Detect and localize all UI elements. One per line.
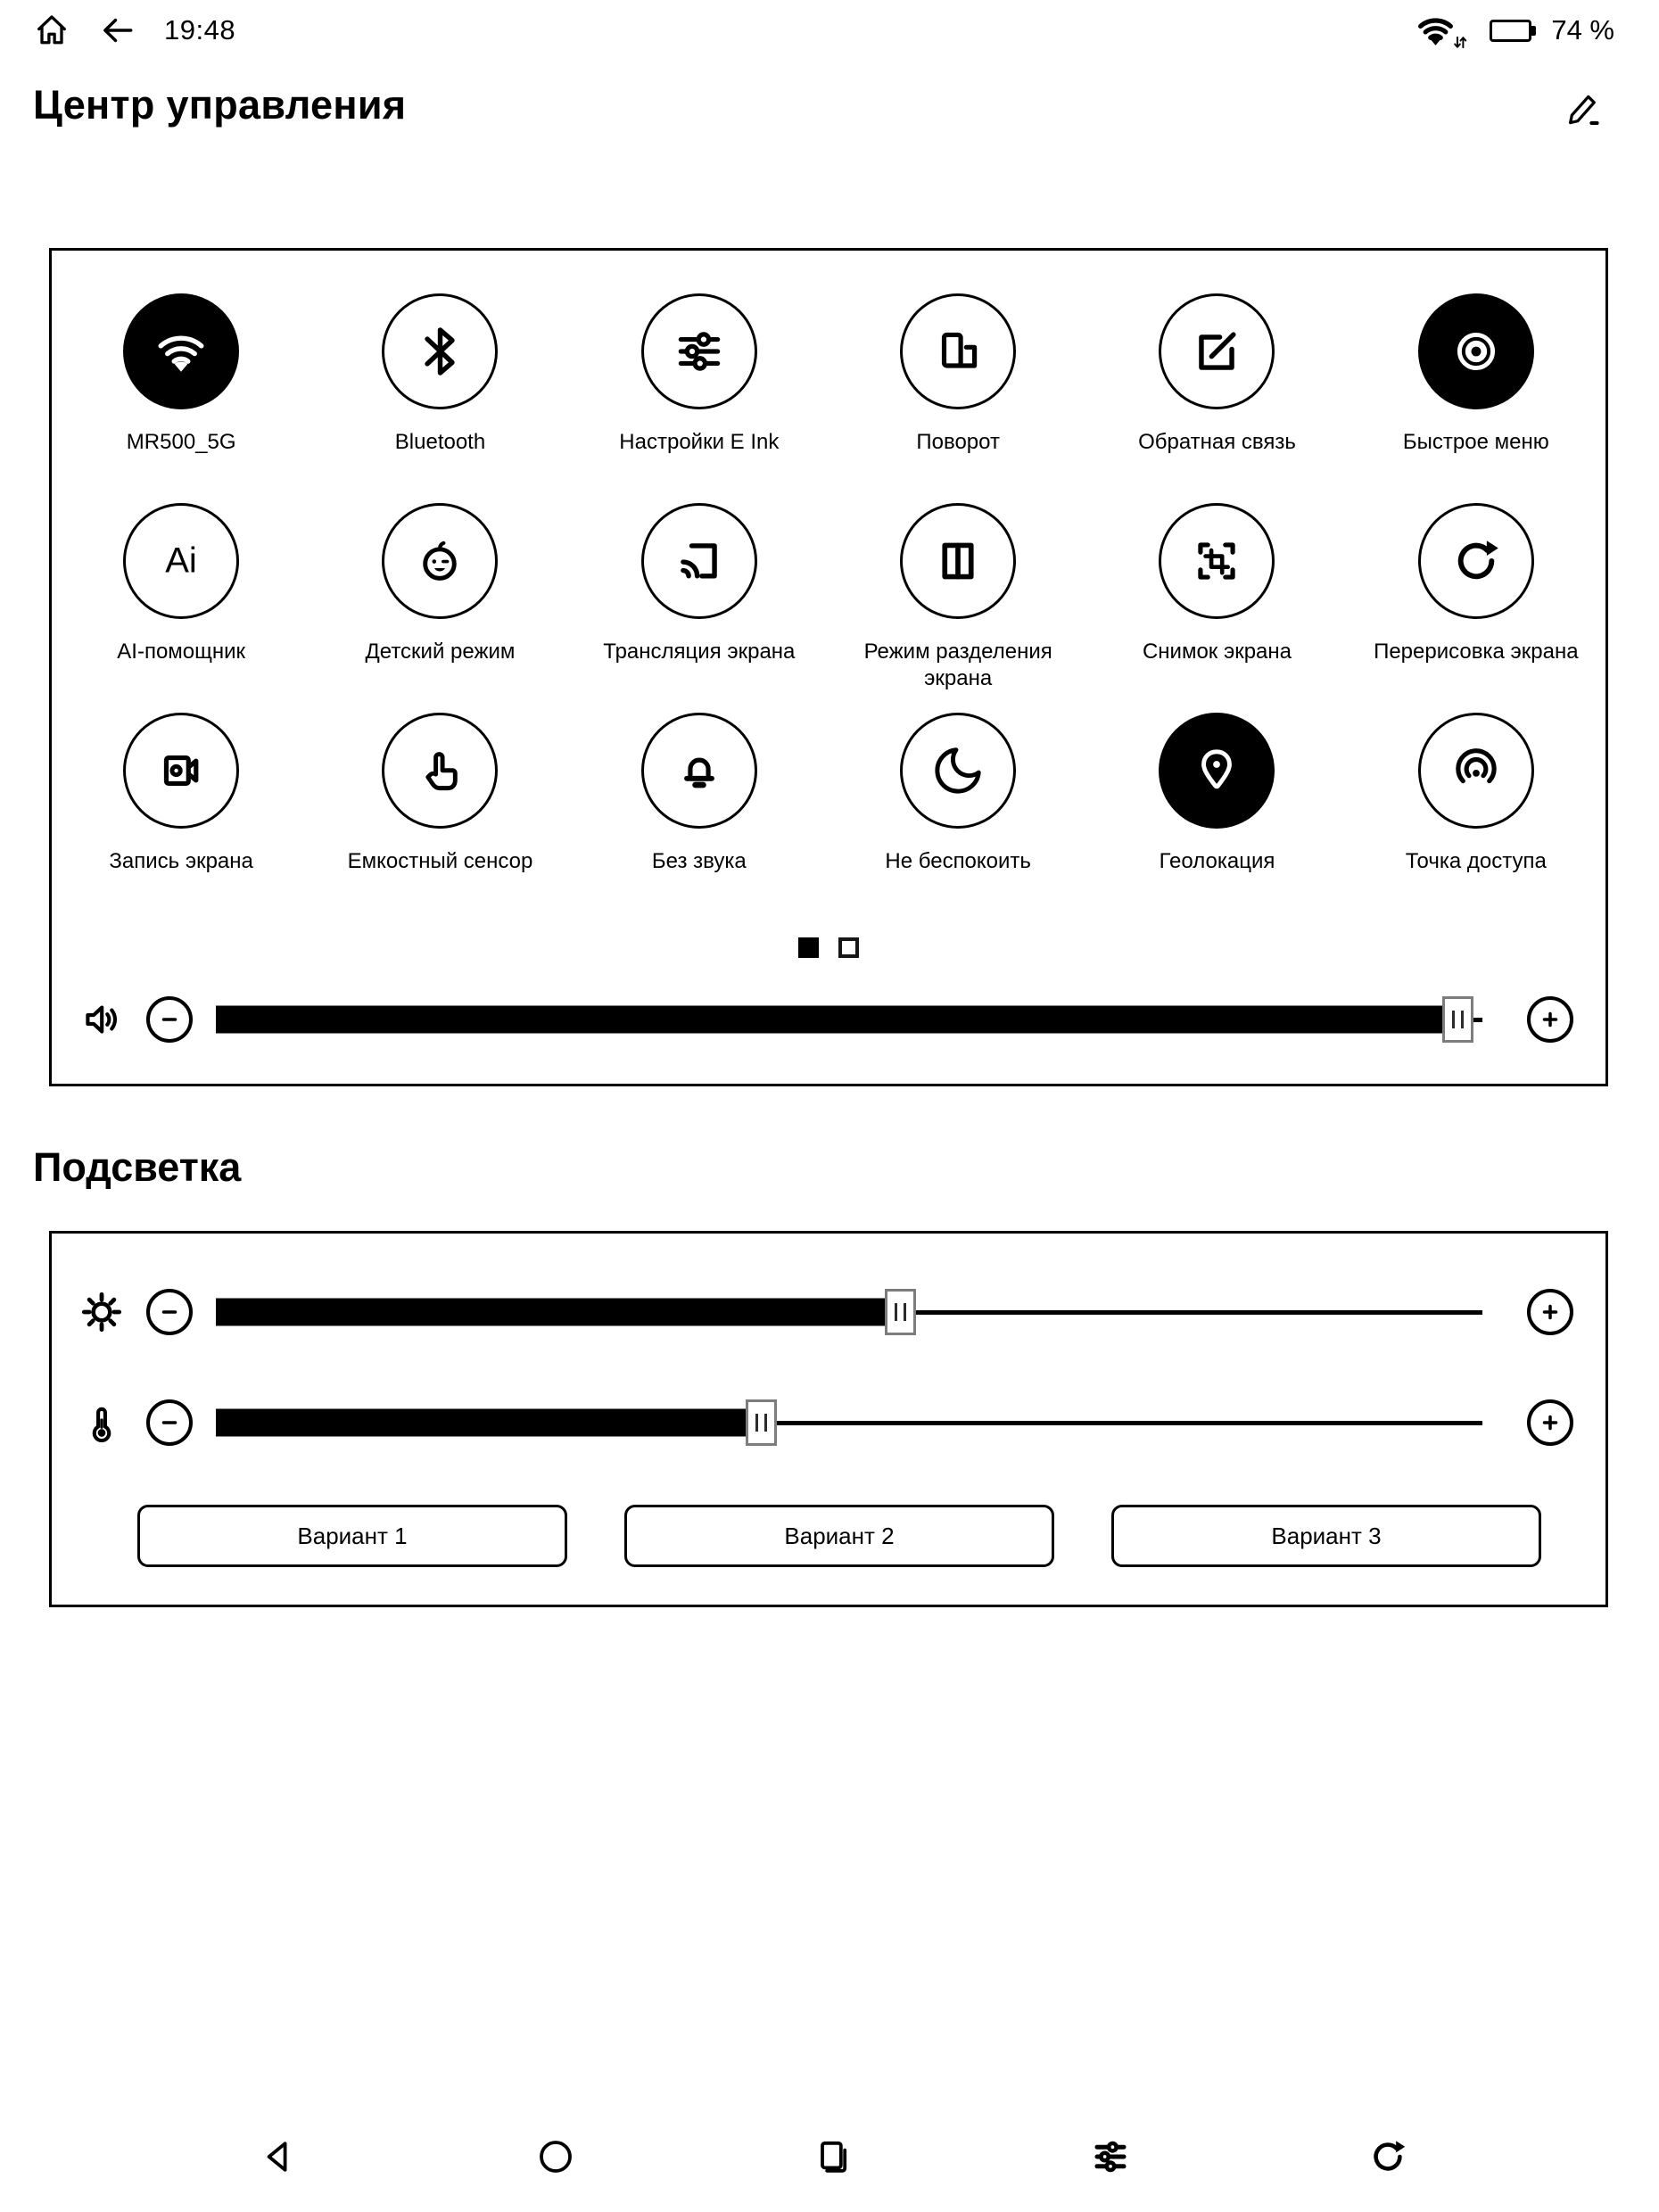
toggle-label: Запись экрана: [109, 849, 253, 873]
toggle-label: Снимок экрана: [1142, 640, 1292, 664]
sliders-icon[interactable]: [641, 293, 757, 409]
brightness-slider[interactable]: [216, 1287, 1482, 1337]
toggle-label: Детский режим: [365, 640, 516, 664]
data-transfer-arrows-icon: [1452, 34, 1468, 51]
brightness-slider-fill: [216, 1299, 900, 1326]
toggle-tile-wifi[interactable]: [52, 293, 310, 503]
toggle-tile-location[interactable]: [1087, 713, 1346, 922]
svg-text:Ai: Ai: [165, 541, 197, 581]
toggle-label: Точка доступа: [1405, 849, 1547, 873]
status-bar-left: [32, 11, 235, 50]
location-icon[interactable]: [1159, 713, 1275, 829]
toggle-label: Настройки E Ink: [619, 430, 780, 454]
feedback-icon[interactable]: [1159, 293, 1275, 409]
toggle-tile-bluetooth[interactable]: [310, 293, 569, 503]
speaker-icon: [78, 996, 125, 1043]
battery-icon: [1490, 20, 1531, 42]
battery-percent: 74 %: [1551, 14, 1614, 45]
volume-slider-handle[interactable]: [1442, 996, 1473, 1043]
warmth-slider[interactable]: [216, 1398, 1482, 1448]
page-header: [33, 82, 1604, 130]
wifi-icon: [1415, 10, 1457, 51]
nav-back-button[interactable]: [257, 2135, 300, 2178]
toggle-tile-ai[interactable]: [52, 503, 310, 713]
variant-2-button[interactable]: Вариант 2: [624, 1505, 1054, 1567]
nav-home-button[interactable]: [534, 2135, 577, 2178]
volume-increase-button[interactable]: [1527, 996, 1573, 1043]
variant-3-button[interactable]: Вариант 3: [1111, 1505, 1541, 1567]
screenshot-icon[interactable]: [1159, 503, 1275, 619]
quick-menu-icon[interactable]: [1418, 293, 1534, 409]
toggle-label: Перерисовка экрана: [1374, 640, 1579, 664]
nav-recents-button[interactable]: [812, 2135, 854, 2178]
home-icon[interactable]: [32, 11, 71, 50]
toggle-tile-moon[interactable]: [829, 713, 1087, 922]
backlight-presets: [78, 1505, 1541, 1567]
nav-refresh-button[interactable]: [1366, 2135, 1409, 2178]
toggle-tile-record[interactable]: [52, 713, 310, 922]
toggle-grid: [52, 251, 1605, 922]
touch-icon[interactable]: [382, 713, 498, 829]
brightness-slider-row: [78, 1280, 1573, 1344]
control-center-panel: [49, 248, 1608, 1086]
toggle-label: Режим разделения экрана: [863, 640, 1052, 690]
toggle-label: Обратная связь: [1138, 430, 1296, 454]
sun-icon: [78, 1289, 125, 1335]
toggle-label: Без звука: [651, 849, 747, 873]
redraw-icon[interactable]: [1418, 503, 1534, 619]
toggle-tile-cast[interactable]: [570, 503, 829, 713]
warmth-slider-fill: [216, 1409, 761, 1437]
warmth-slider-handle[interactable]: [746, 1399, 777, 1446]
ai-icon[interactable]: [123, 503, 239, 619]
status-bar-right: [1415, 10, 1614, 51]
variant-1-button[interactable]: Вариант 1: [137, 1505, 567, 1567]
pencil-icon: [1563, 89, 1604, 130]
wifi-status-icon: [1415, 10, 1470, 51]
edit-button[interactable]: [1563, 89, 1604, 130]
cast-icon[interactable]: [641, 503, 757, 619]
thermometer-icon: [78, 1399, 125, 1446]
backlight-panel: [49, 1231, 1608, 1607]
toggle-label: Быстрое меню: [1402, 430, 1549, 454]
toggle-label: AI-помощник: [117, 640, 246, 664]
toggle-tile-quick-menu[interactable]: [1347, 293, 1605, 503]
toggle-tile-hotspot[interactable]: [1347, 713, 1605, 922]
warmth-decrease-button[interactable]: [146, 1399, 193, 1446]
backlight-section-title: Подсветка: [33, 1144, 242, 1190]
brightness-slider-handle[interactable]: [885, 1289, 916, 1335]
toggle-tile-rotate[interactable]: [829, 293, 1087, 503]
back-arrow-icon[interactable]: [98, 11, 137, 50]
wifi-icon[interactable]: [123, 293, 239, 409]
page-indicator: [52, 937, 1605, 958]
bell-icon[interactable]: [641, 713, 757, 829]
toggle-tile-split[interactable]: [829, 503, 1087, 713]
rotate-icon[interactable]: [900, 293, 1016, 409]
brightness-increase-button[interactable]: [1527, 1289, 1573, 1335]
volume-slider-fill: [216, 1006, 1457, 1034]
toggle-label: Поворот: [916, 430, 1000, 454]
volume-slider-row: [52, 987, 1605, 1052]
toggle-tile-bell[interactable]: [570, 713, 829, 922]
toggle-tile-feedback[interactable]: [1087, 293, 1346, 503]
status-bar: [32, 7, 1614, 54]
page-title: Центр управления: [33, 82, 407, 128]
toggle-tile-touch[interactable]: [310, 713, 569, 922]
moon-icon[interactable]: [900, 713, 1016, 829]
toggle-tile-child[interactable]: [310, 503, 569, 713]
volume-slider[interactable]: [216, 995, 1482, 1044]
toggle-tile-sliders[interactable]: [570, 293, 829, 503]
toggle-label: Bluetooth: [394, 430, 486, 454]
record-icon[interactable]: [123, 713, 239, 829]
toggle-tile-redraw[interactable]: [1347, 503, 1605, 713]
toggle-label: Геолокация: [1159, 849, 1275, 873]
warmth-slider-row: [78, 1391, 1573, 1455]
nav-settings-button[interactable]: [1089, 2135, 1132, 2178]
toggle-label: Не беспокоить: [885, 849, 1031, 873]
toggle-label: Емкостный сенсор: [347, 849, 533, 873]
toggle-label: Трансляция экрана: [603, 640, 796, 664]
volume-decrease-button[interactable]: [146, 996, 193, 1043]
page-dot[interactable]: [838, 937, 859, 958]
page-dot-current[interactable]: [798, 937, 819, 958]
child-icon[interactable]: [382, 503, 498, 619]
split-icon[interactable]: [900, 503, 1016, 619]
bluetooth-icon[interactable]: [382, 293, 498, 409]
clock: 19:48: [164, 14, 236, 45]
bottom-nav: [257, 2132, 1409, 2182]
warmth-increase-button[interactable]: [1527, 1399, 1573, 1446]
hotspot-icon[interactable]: [1418, 713, 1534, 829]
battery-cap: [1531, 26, 1536, 36]
toggle-tile-screenshot[interactable]: [1087, 503, 1346, 713]
brightness-decrease-button[interactable]: [146, 1289, 193, 1335]
toggle-label: MR500_5G: [126, 430, 236, 454]
